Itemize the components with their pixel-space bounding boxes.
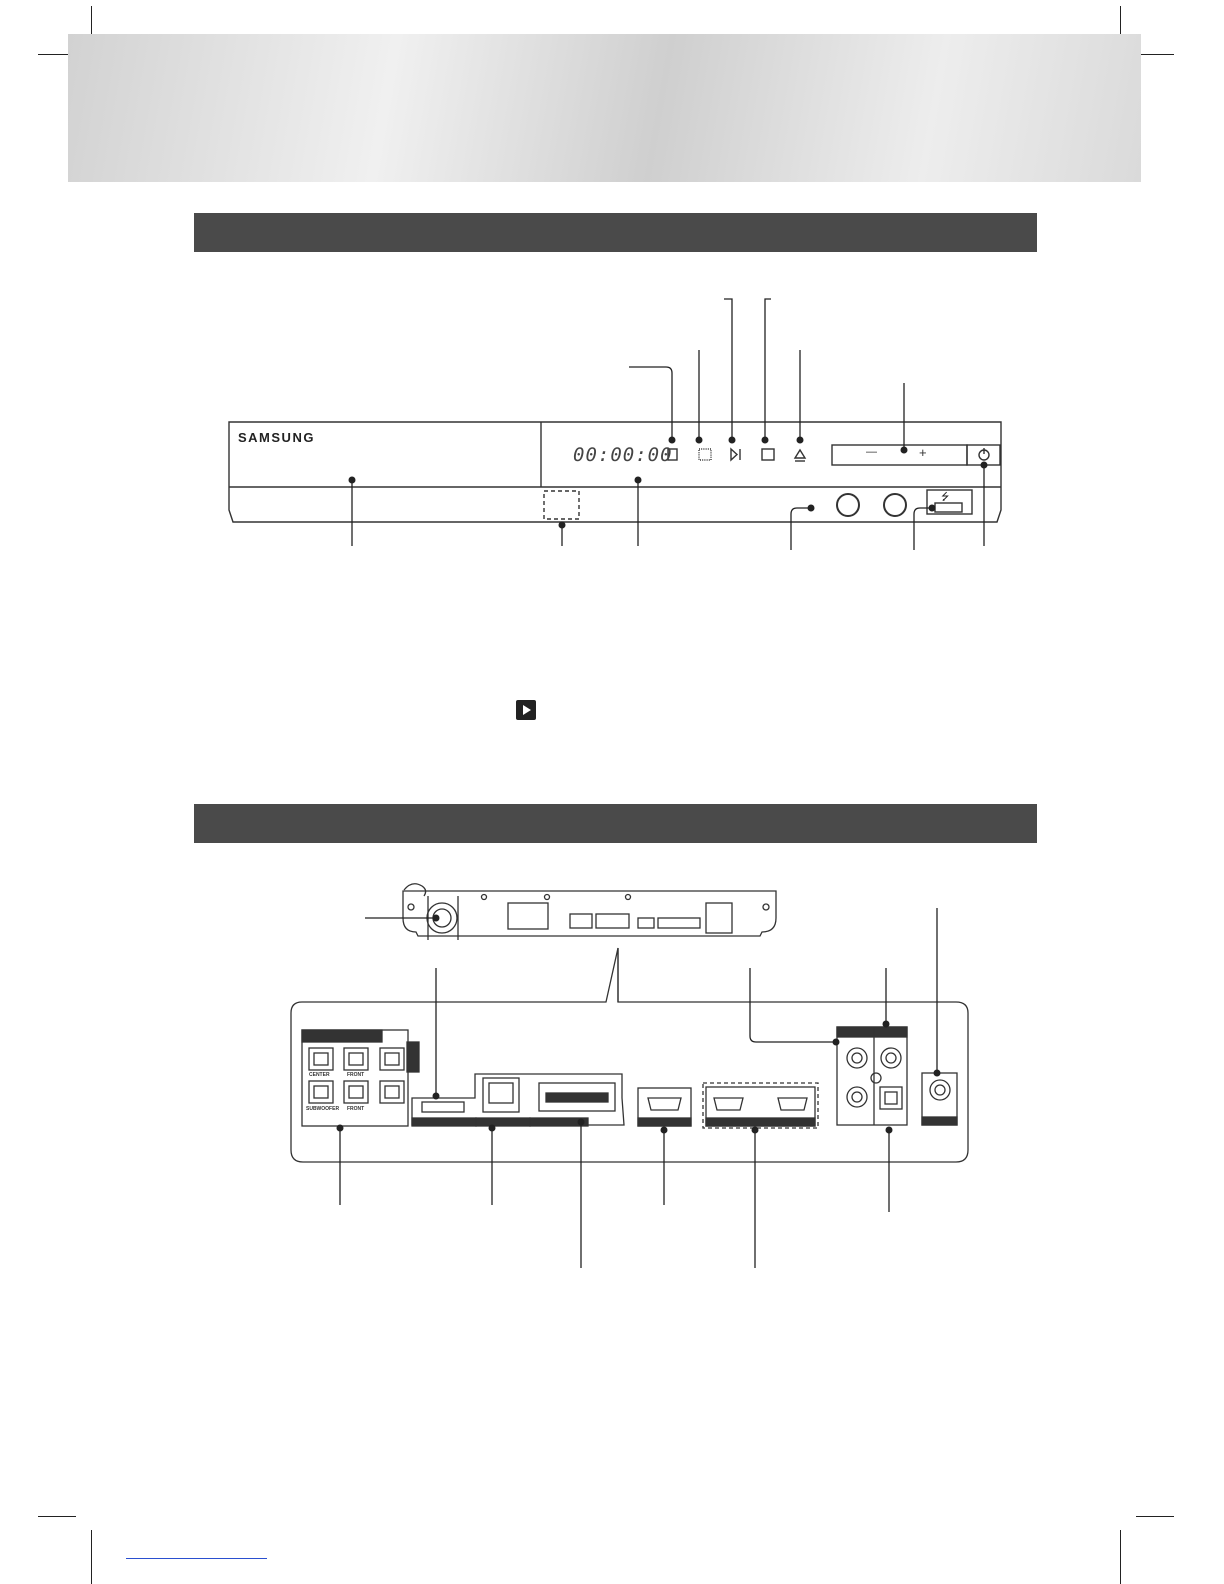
- crop-mark: [91, 1530, 92, 1584]
- terminal-label-front-right: FRONT: [347, 1106, 365, 1112]
- footer-link-underline: [126, 1558, 267, 1559]
- terminal-label-front-left: FRONT: [347, 1072, 365, 1078]
- rear-panel-diagram: [0, 860, 1224, 1280]
- volume-plus-label[interactable]: +: [919, 445, 927, 460]
- crop-mark: [38, 1516, 76, 1517]
- play-icon: [516, 700, 536, 720]
- crop-mark: [1120, 1530, 1121, 1584]
- samsung-logo: SAMSUNG: [238, 430, 315, 445]
- terminal-label-center: CENTER: [309, 1072, 330, 1078]
- section-bar-rear: [194, 804, 1037, 843]
- usb-icon: ⭍: [941, 492, 950, 503]
- crop-mark: [1136, 1516, 1174, 1517]
- terminal-label-subwoofer: SUBWOOFER: [306, 1106, 340, 1112]
- front-display-digits: 00:00:00: [573, 444, 673, 466]
- volume-minus-label[interactable]: —: [866, 446, 877, 458]
- front-panel-diagram: [0, 0, 1224, 600]
